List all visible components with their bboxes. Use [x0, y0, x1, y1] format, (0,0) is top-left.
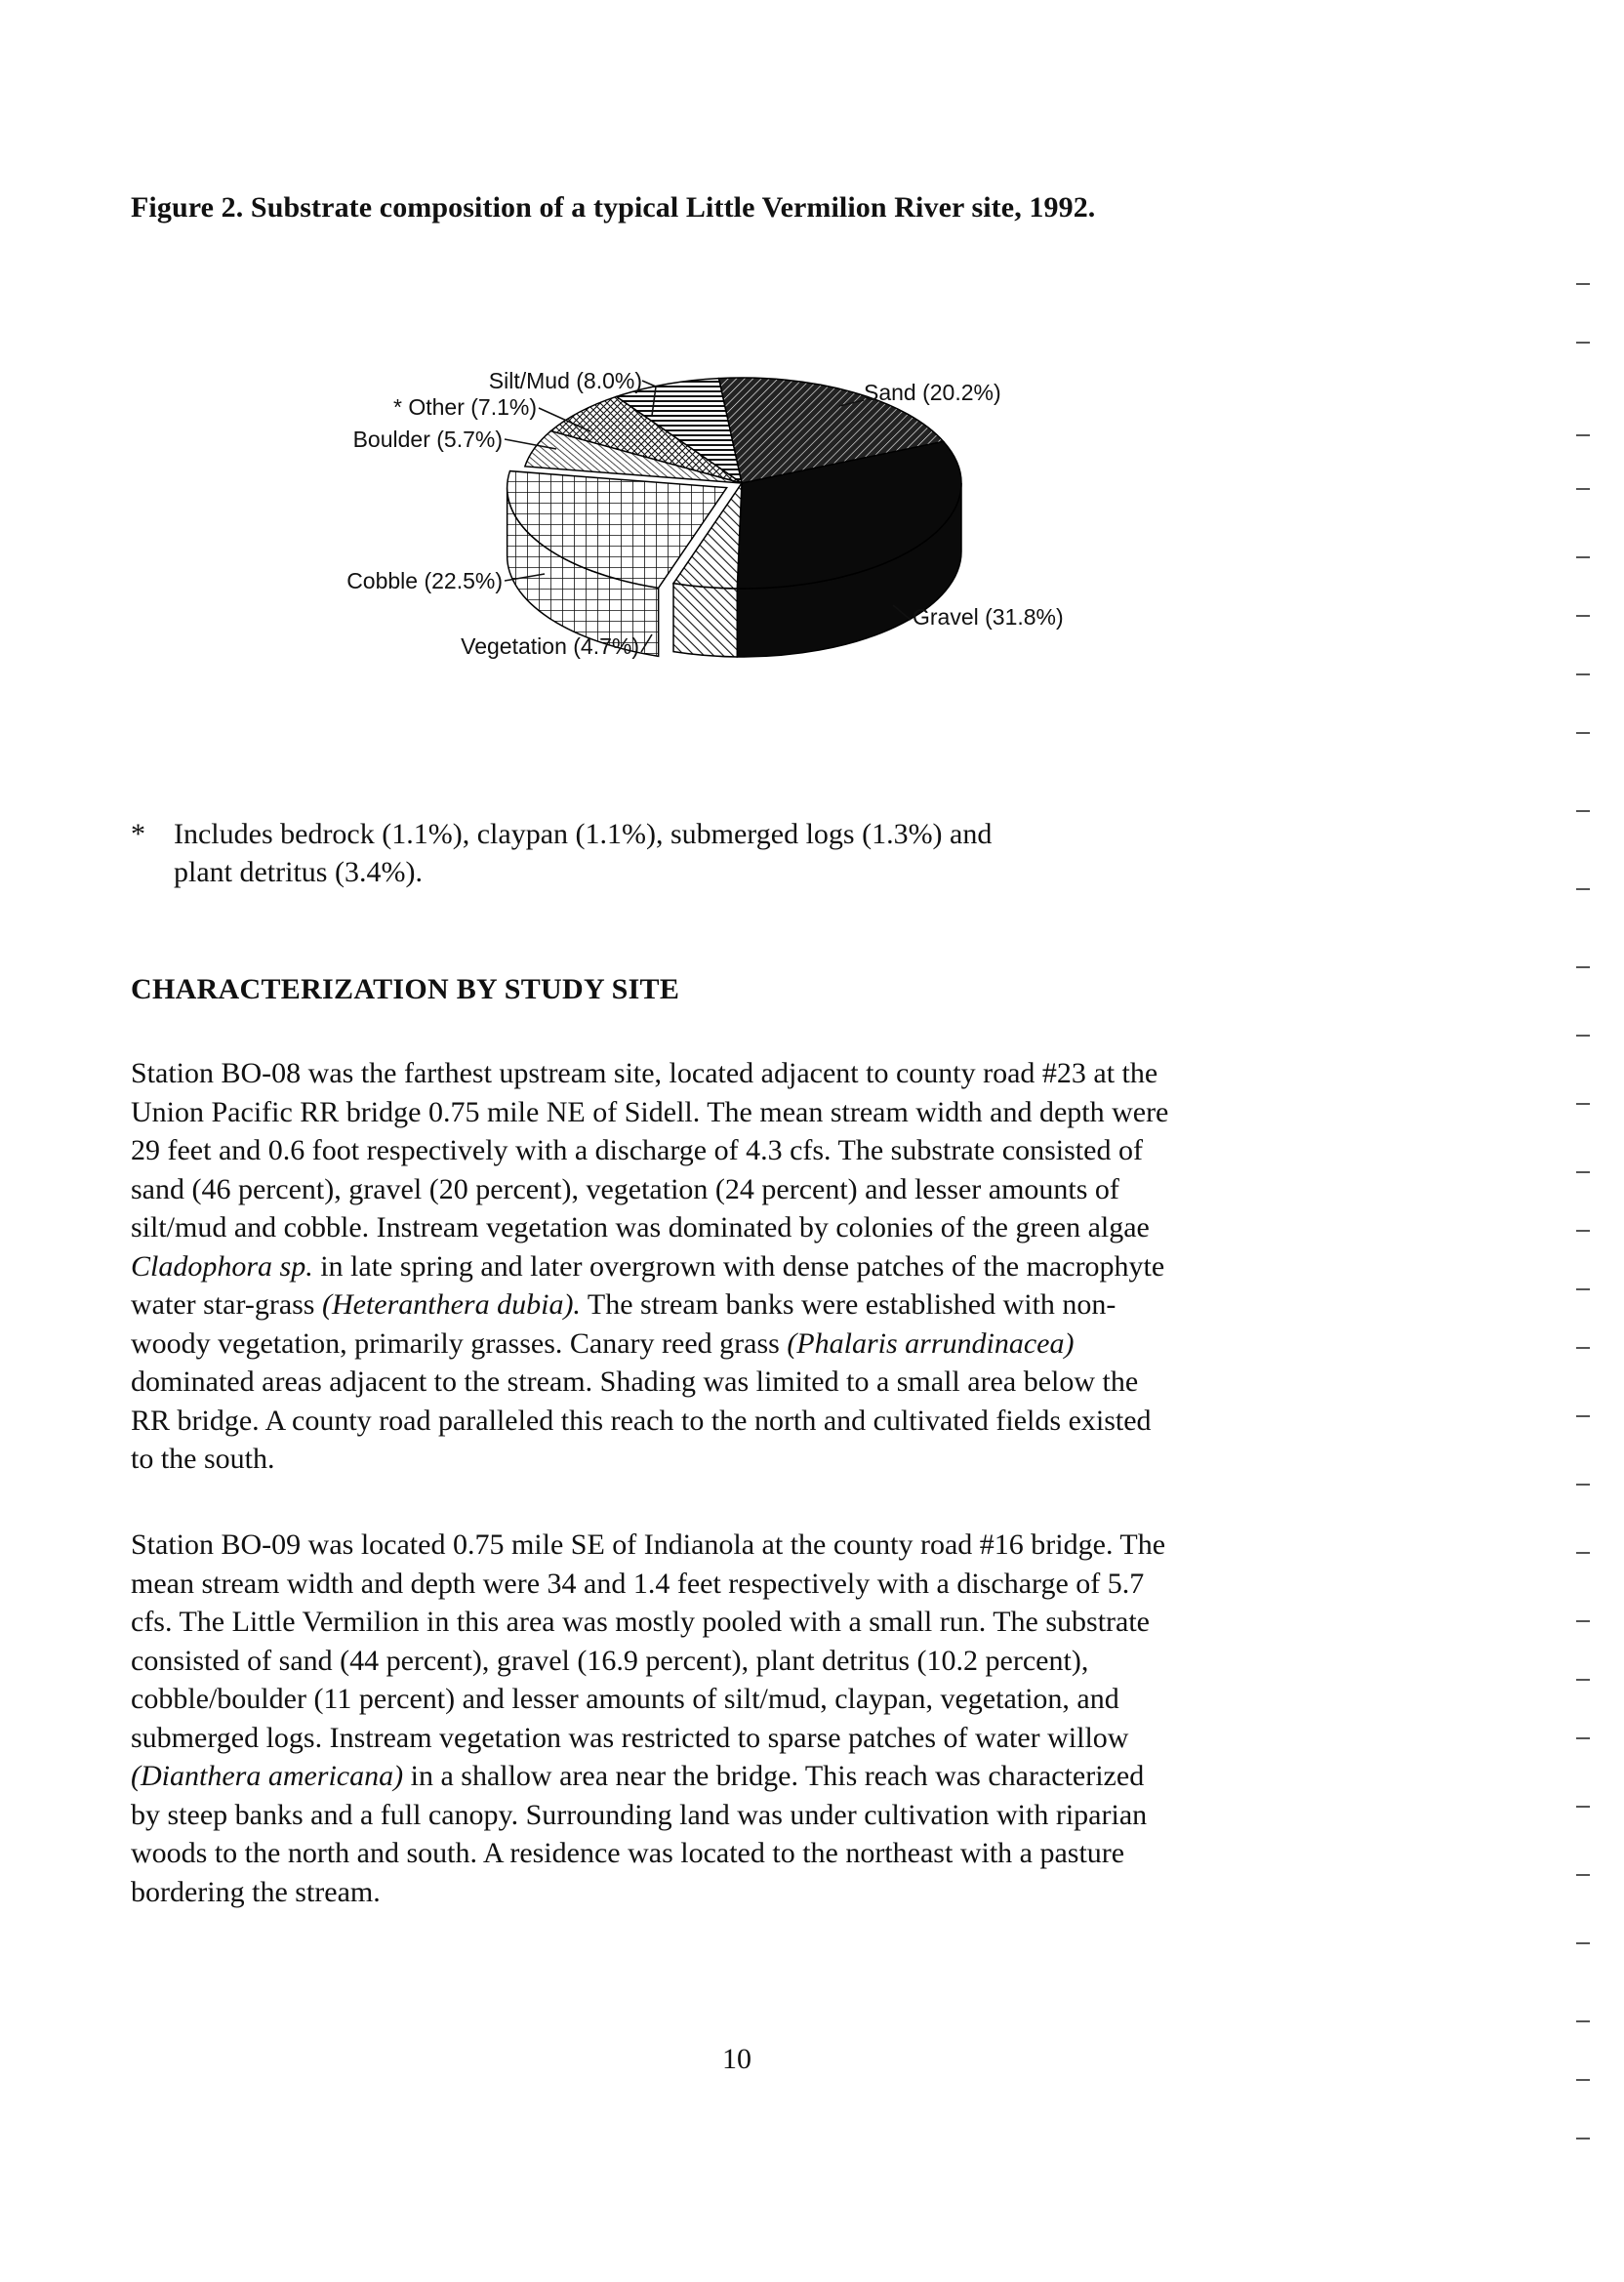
scan-mark — [1576, 1806, 1590, 1808]
scan-mark — [1576, 434, 1590, 436]
pie-slice-label: Sand (20.2%) — [864, 380, 1001, 405]
scan-mark — [1576, 1942, 1590, 1944]
scan-mark — [1576, 1171, 1590, 1173]
scan-mark — [1576, 1552, 1590, 1554]
scan-mark — [1576, 615, 1590, 617]
pie-slice-label: Cobble (22.5%) — [346, 568, 503, 593]
scan-mark — [1576, 810, 1590, 812]
paragraph-line: sand (46 percent), gravel (20 percent), vegetation (24 percent) and lesser amounts of — [131, 1172, 1119, 1205]
scan-margin-marks — [1576, 264, 1605, 2167]
paragraph-line: silt/mud and cobble. Instream vegetation was dominated by colonies of the green algae — [131, 1211, 1150, 1243]
paragraph-line: Union Pacific RR bridge 0.75 mile NE of Sidell. The mean stream width and depth were — [131, 1095, 1169, 1128]
paragraph-line: dominated areas adjacent to the stream. Shading was limited to a small area below the — [131, 1365, 1139, 1398]
scientific-name: (Phalaris arrundinacea) — [787, 1326, 1075, 1360]
scan-mark — [1576, 1484, 1590, 1486]
scientific-name: Cladophora sp. — [131, 1249, 313, 1283]
scan-mark — [1576, 1679, 1590, 1681]
scan-mark — [1576, 1737, 1590, 1739]
pie-slice-label: * Other (7.1%) — [393, 394, 537, 420]
scan-mark — [1576, 342, 1590, 344]
scan-mark — [1576, 966, 1590, 968]
figure-caption: Figure 2. Substrate composition of a typical Little Vermilion River site, 1992. — [131, 191, 1096, 224]
scientific-name: (Heteranthera dubia). — [321, 1288, 581, 1321]
paragraph-line: Cladophora sp. in late spring and later overgrown with dense patches of the macrophyte — [131, 1249, 1165, 1283]
pie-slice-label: Silt/Mud (8.0%) — [488, 368, 642, 393]
scan-mark — [1576, 283, 1590, 285]
paragraph-line: bordering the stream. — [131, 1875, 381, 1908]
scan-mark — [1576, 1103, 1590, 1105]
paragraph-line: woody vegetation, primarily grasses. Canary reed grass (Phalaris arrundinacea) — [131, 1326, 1075, 1360]
paragraph-line: RR bridge. A county road paralleled this reach to the north and cultivated fields existed — [131, 1404, 1152, 1437]
scan-mark — [1576, 673, 1590, 675]
pie-slice-label: Boulder (5.7%) — [352, 427, 503, 452]
scan-mark — [1576, 732, 1590, 734]
pie-slice-side — [673, 584, 737, 657]
scan-mark — [1576, 1874, 1590, 1876]
footnote-line: plant detritus (3.4%). — [174, 856, 423, 888]
paragraph-line: cfs. The Little Vermilion in this area was mostly pooled with a small run. The substrate — [131, 1606, 1150, 1638]
scan-mark — [1576, 2079, 1590, 2081]
footnote-marker: * — [131, 818, 145, 850]
paragraph-line: mean stream width and depth were 34 and 1.4 feet respectively with a discharge of 5.7 — [131, 1567, 1145, 1600]
scan-mark — [1576, 488, 1590, 490]
paragraph-line: cobble/boulder (11 percent) and lesser amounts of silt/mud, claypan, vegetation, and — [131, 1683, 1119, 1715]
paragraph-line: water star-grass (Heteranthera dubia). The stream banks were established with non- — [131, 1288, 1116, 1321]
paragraph-line: Station BO-09 was located 0.75 mile SE of Indianola at the county road #16 bridge. The — [131, 1528, 1166, 1561]
paragraph-line: 29 feet and 0.6 foot respectively with a discharge of 4.3 cfs. The substrate consisted of — [131, 1134, 1143, 1166]
paragraph-line: (Dianthera americana) in a shallow area near the bridge. This reach was characterized — [131, 1760, 1145, 1792]
paragraph-station-bo-08 — [131, 1054, 1321, 1479]
figure-footnote — [131, 815, 1302, 891]
paragraph-line: submerged logs. Instream vegetation was restricted to sparse patches of water willow — [131, 1721, 1129, 1754]
scan-mark — [1576, 1230, 1590, 1232]
scan-mark — [1576, 2020, 1590, 2022]
page-number: 10 — [722, 2043, 751, 2075]
substrate-pie-chart — [293, 342, 1171, 693]
paragraph-line: to the south. — [131, 1443, 275, 1475]
scan-mark — [1576, 1347, 1590, 1349]
scan-mark — [1576, 2138, 1590, 2139]
paragraph-line: consisted of sand (44 percent), gravel (16.9 percent), plant detritus (10.2 percent), — [131, 1644, 1089, 1677]
scan-mark — [1576, 1035, 1590, 1037]
paragraph-station-bo-09 — [131, 1526, 1321, 1911]
scan-mark — [1576, 1415, 1590, 1417]
scan-mark — [1576, 1288, 1590, 1290]
section-heading: CHARACTERIZATION BY STUDY SITE — [131, 973, 680, 1005]
footnote-line: Includes bedrock (1.1%), claypan (1.1%), submerged logs (1.3%) and — [174, 818, 993, 850]
scan-mark — [1576, 888, 1590, 890]
pie-slice-label: Gravel (31.8%) — [913, 604, 1064, 630]
pie-slice-label: Vegetation (4.7%) — [461, 633, 639, 659]
paragraph-line: by steep banks and a full canopy. Surrounding land was under cultivation with riparian — [131, 1798, 1148, 1831]
scan-mark — [1576, 556, 1590, 558]
paragraph-line: Station BO-08 was the farthest upstream site, located adjacent to county road #23 at the — [131, 1057, 1158, 1089]
paragraph-line: woods to the north and south. A residence was located to the northeast with a pasture — [131, 1837, 1125, 1869]
scientific-name: (Dianthera americana) — [131, 1760, 404, 1792]
scan-mark — [1576, 1620, 1590, 1622]
